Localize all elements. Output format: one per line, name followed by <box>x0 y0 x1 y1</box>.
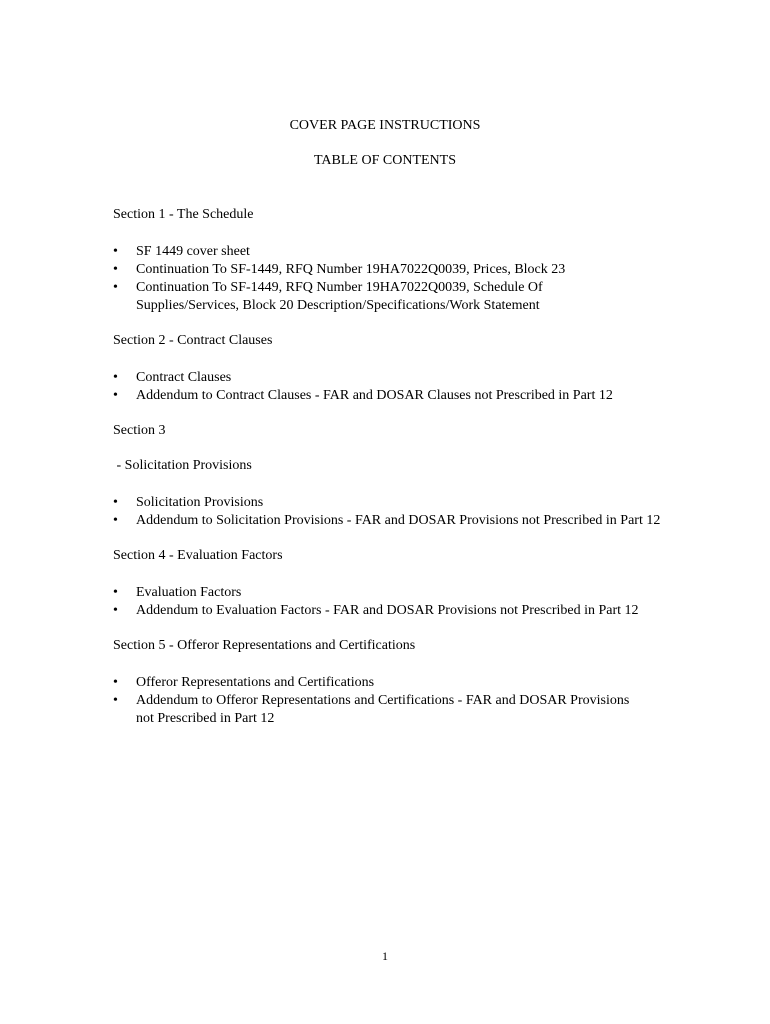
table-of-contents-title: TABLE OF CONTENTS <box>314 153 456 168</box>
section-heading: Section 4 - Evaluation Factors <box>113 548 283 563</box>
section-item-list <box>113 494 673 530</box>
list-item-text: Contract Clauses <box>136 370 232 385</box>
list-item <box>113 243 673 261</box>
bullet-icon: • <box>113 585 118 600</box>
list-item <box>113 279 591 315</box>
list-item-text: Offeror Representations and Certifications <box>136 675 375 690</box>
bullet-icon: • <box>113 370 118 385</box>
list-item <box>113 674 673 692</box>
list-item-text: SF 1449 cover sheet <box>136 244 250 259</box>
page-number: 1 <box>382 949 388 963</box>
list-item-text: Addendum to Solicitation Provisions - FAR and DOSAR Provisions not Prescribed in Part 12 <box>136 513 661 528</box>
toc-section-3 <box>113 422 673 530</box>
bullet-icon: • <box>113 495 118 510</box>
list-item <box>113 584 673 602</box>
list-item <box>113 494 673 512</box>
section-heading: Section 3 <box>113 423 166 438</box>
list-item-text: Addendum to Contract Clauses - FAR and DOSAR Clauses not Prescribed in Part 12 <box>136 388 613 403</box>
list-item-text: Evaluation Factors <box>136 585 242 600</box>
list-item <box>113 692 631 728</box>
toc-content <box>113 206 673 728</box>
bullet-icon: • <box>113 603 118 618</box>
section-item-list <box>113 369 673 405</box>
section-item-list <box>113 584 673 620</box>
list-item <box>113 369 673 387</box>
bullet-icon: • <box>113 675 118 690</box>
section-heading: Section 2 - Contract Clauses <box>113 333 273 348</box>
toc-section-1 <box>113 206 673 315</box>
list-item-text: Addendum to Evaluation Factors - FAR and DOSAR Provisions not Prescribed in Part 12 <box>136 603 639 618</box>
bullet-icon: • <box>113 693 118 708</box>
toc-section-5 <box>113 637 673 728</box>
list-item <box>113 387 673 405</box>
cover-page-title: COVER PAGE INSTRUCTIONS <box>289 118 481 133</box>
list-item-text: Solicitation Provisions <box>136 495 264 510</box>
bullet-icon: • <box>113 513 118 528</box>
toc-section-4 <box>113 547 673 620</box>
section-heading: Section 1 - The Schedule <box>113 207 254 222</box>
bullet-icon: • <box>113 388 118 403</box>
bullet-icon: • <box>113 262 118 277</box>
bullet-icon: • <box>113 244 118 259</box>
section-heading: Section 5 - Offeror Representations and Certifications <box>113 638 416 653</box>
list-item-text: Addendum to Offeror Representations and Certifications - FAR and DOSAR Provisions not Prescribed in Part 12 <box>136 693 630 726</box>
list-item-text: Continuation To SF-1449, RFQ Number 19HA7022Q0039, Prices, Block 23 <box>136 262 566 277</box>
list-item-text: Continuation To SF-1449, RFQ Number 19HA7022Q0039, Schedule Of Supplies/Services, Block 20 Description/Specifications/Work Statement <box>136 280 543 313</box>
toc-section-2 <box>113 332 673 405</box>
list-item <box>113 602 661 620</box>
bullet-icon: • <box>113 280 118 295</box>
section-subheading: - Solicitation Provisions <box>113 458 252 473</box>
list-item <box>113 261 673 279</box>
section-item-list <box>113 674 673 728</box>
list-item <box>113 512 681 530</box>
section-item-list <box>113 243 673 315</box>
